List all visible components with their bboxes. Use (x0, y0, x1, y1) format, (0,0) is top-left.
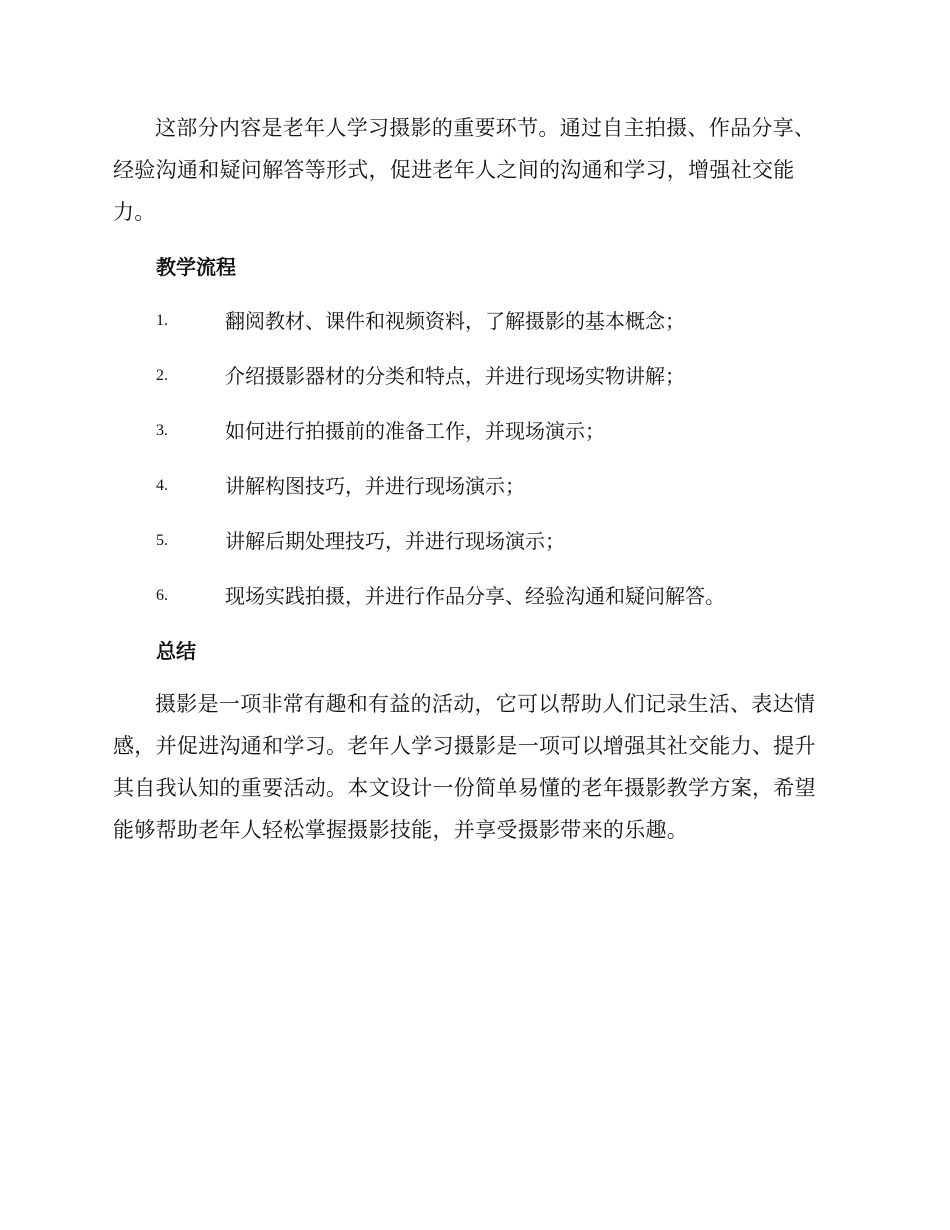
list-item-number: 1. (156, 312, 168, 329)
list-item (156, 416, 725, 471)
list-item (156, 526, 725, 581)
list-item-number: 2. (156, 367, 168, 384)
list-item-number: 3. (156, 422, 168, 439)
list-item (156, 306, 725, 361)
list-item-text: 现场实践拍摄，并进行作品分享、经验沟通和疑问解答。 (225, 584, 725, 608)
list-item-text: 介绍摄影器材的分类和特点，并进行现场实物讲解； (225, 364, 685, 388)
list-item (156, 471, 725, 526)
list-item-text: 翻阅教材、课件和视频资料，了解摄影的基本概念； (225, 309, 685, 333)
intro-paragraph: 这部分内容是老年人学习摄影的重要环节。通过自主拍摄、作品分享、经验沟通和疑问解答等形式，促进老年人之间的沟通和学习，增强社交能力。 (113, 116, 816, 224)
process-heading: 教学流程 (156, 255, 236, 279)
list-item (156, 361, 725, 416)
list-item-number: 4. (156, 477, 168, 494)
process-list (156, 306, 725, 636)
list-item (156, 581, 725, 636)
list-item-number: 6. (156, 587, 168, 604)
list-item-number: 5. (156, 532, 168, 549)
summary-paragraph: 摄影是一项非常有趣和有益的活动，它可以帮助人们记录生活、表达情感，并促进沟通和学习。老年人学习摄影是一项可以增强其社交能力、提升其自我认知的重要活动。本文设计一份简单易懂的老年摄影教学方案，希望能够帮助老年人轻松掌握摄影技能，并享受摄影带来的乐趣。 (113, 692, 816, 842)
list-item-text: 讲解构图技巧，并进行现场演示； (225, 474, 525, 498)
summary-heading: 总结 (156, 639, 196, 663)
list-item-text: 讲解后期处理技巧，并进行现场演示； (225, 529, 565, 553)
list-item-text: 如何进行拍摄前的准备工作，并现场演示； (225, 419, 605, 443)
